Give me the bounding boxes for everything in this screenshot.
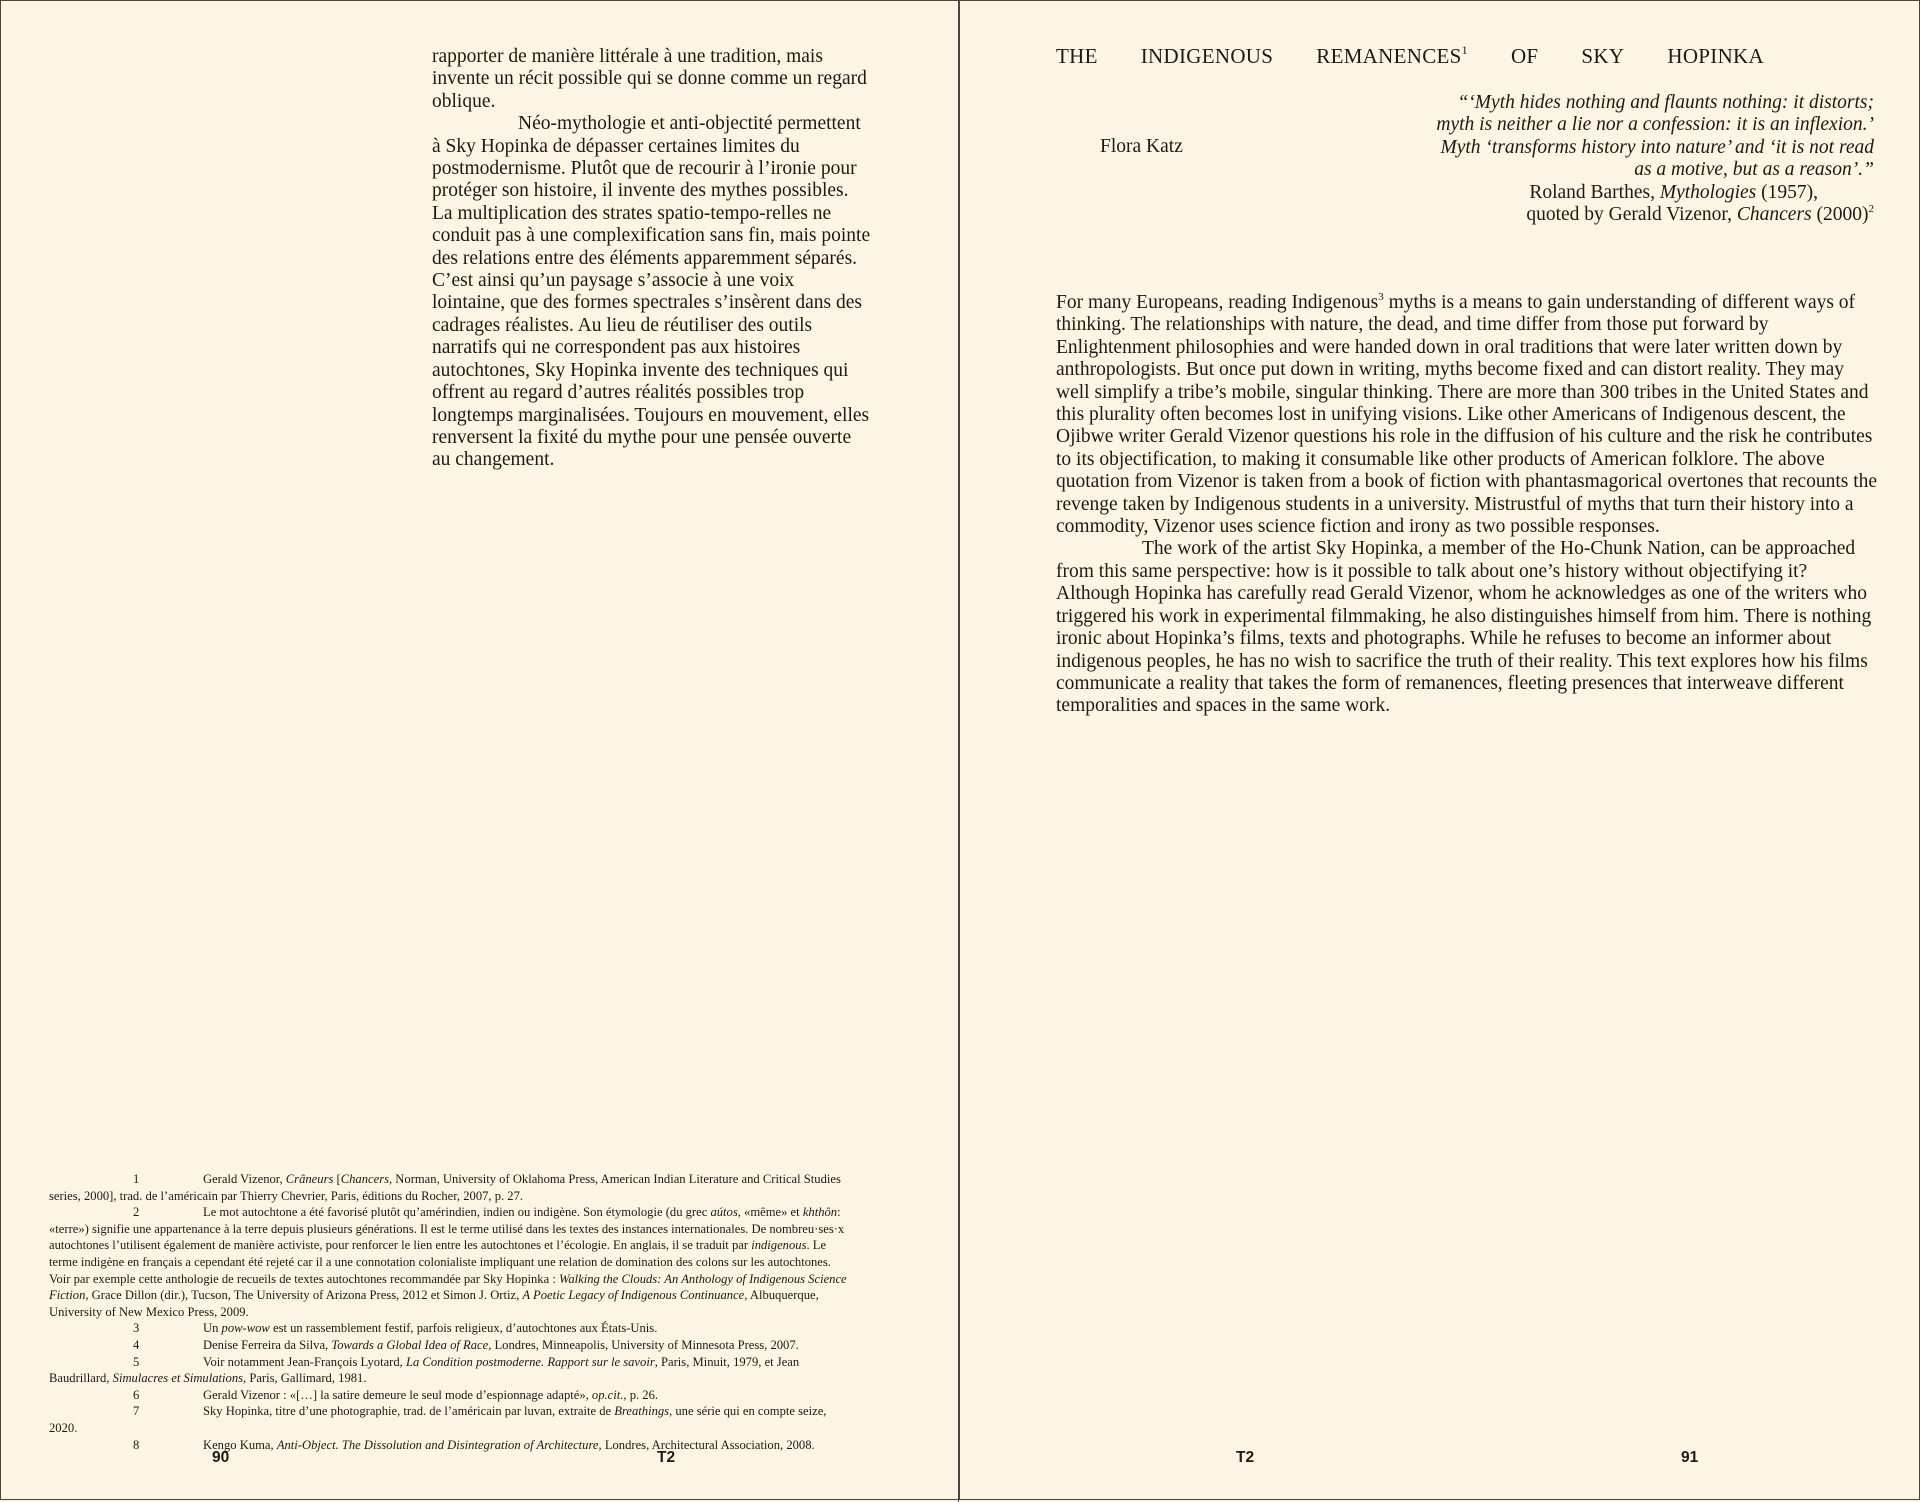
title-word: THE <box>1056 44 1098 68</box>
epigraph-attribution <box>1380 182 1874 204</box>
footnote-italic: Simulacres et Simulations <box>112 1371 244 1386</box>
title-word: OF <box>1510 44 1539 68</box>
footnote-text: , Paris, Gallimard, 1981. <box>243 1371 367 1386</box>
footnote-italic: aútos <box>710 1205 738 1220</box>
footnote-italic: indigenous <box>751 1238 807 1253</box>
article-title <box>1056 44 1764 69</box>
footnote-number: 7 <box>133 1404 140 1419</box>
attribution-title: Mythologies <box>1659 181 1757 203</box>
paragraph-text: myths is a means to gain understanding of different ways of thinking. The relationships with nature, the dead, and time differ from those put forward by Enlightenment philosophies and were handed down in oral traditions that were later written down by anthropologists. But once put down in writing, myths become fixed and can distort reality. They may well simplify a tribe’s mobile, singular thinking. There are more than 300 tribes in the United States and this plurality often becomes lost in unifying visions. Like other Americans of Indigenous descent, the Ojibwe writer Gerald Vizenor questions his role in the diffusion of his culture and the risk he contributes to its objectification, to making it consumable like other products of American folklore. The above quotation from Vizenor is taken from a book of fiction with phantasmagorical overtones that recounts the revenge taken by Indigenous students in a university. Mistrustful of myths that turn their history into a commodity, Vizenor uses science fiction and irony as two possible responses. <box>1056 292 1878 538</box>
footnote-text: , Grace Dillon (dir.), Tucson, The University of Arizona Press, 2012 et Simon J. Ortiz, <box>85 1288 523 1303</box>
epigraph-quote-line: Myth ‘transforms history into nature’ and ‘it is not read <box>1440 136 1874 158</box>
footnote-4 <box>49 1337 854 1354</box>
footnote-number: 8 <box>133 1437 140 1452</box>
footnote-1 <box>49 1171 854 1204</box>
footnote-italic: La Condition postmoderne. Rapport sur le savoir <box>405 1354 655 1369</box>
epigraph <box>1380 92 1874 226</box>
epigraph-attribution <box>1380 204 1874 226</box>
attribution-text: (1957), <box>1756 181 1818 203</box>
footnote-italic: Towards a Global Idea of Race <box>331 1337 489 1352</box>
footnote-italic: Breathings <box>614 1404 670 1419</box>
footnote-6 <box>49 1387 854 1404</box>
page-gutter <box>958 0 959 1502</box>
footnote-2 <box>49 1204 854 1320</box>
footnote-text: Denise Ferreira da Silva, <box>203 1337 332 1352</box>
attribution-text: Roland Barthes, <box>1529 181 1660 203</box>
footnote-italic: Walking the Clouds: An Anthology of Indigenous Science Fiction <box>49 1271 847 1303</box>
attribution-text: quoted by Gerald Vizenor, <box>1526 204 1737 226</box>
folio-section-left: T2 <box>657 1449 676 1466</box>
footnote-number: 4 <box>133 1337 140 1352</box>
footnote-text: Un <box>203 1321 222 1336</box>
footnote-text: est un rassemblement festif, parfois religieux, d’autochtones aux États-Unis. <box>269 1321 658 1336</box>
footnote-text: Gerald Vizenor, <box>203 1172 286 1186</box>
footnote-italic: op.cit. <box>591 1387 624 1402</box>
title-word: INDIGENOUS <box>1140 44 1274 68</box>
left-paragraph-2: Néo-mythologie et anti-objectité permettent à Sky Hopinka de dépasser certaines limites du postmodernisme. Plutôt que de recourir à l’ironie pour protéger son histoire, il invente des mythes possibles. La multiplication des strates spatio-tempo-relles ne conduit pas à une complexification sans fin, mais pointe des relations entre des éléments apparemment séparés. C’est ainsi qu’un paysage s’associe à une voix lointaine, que des formes spectrales s’insèrent dans des cadrages réalistes. Au lieu de réutiliser des outils narratifs qui ne correspondent pas aux histoires autochtones, Sky Hopinka invente des techniques qui offrent au regard d’autres réalités possibles trop longtemps marginalisées. Toujours en mouvement, elles renversent la fixité du mythe pour une pensée ouverte au changement. <box>432 113 871 471</box>
folio-section-right: T2 <box>1236 1449 1255 1466</box>
right-paragraph-1 <box>1056 292 1878 538</box>
footnote-text: , Londres, Minneapolis, University of Minnesota Press, 2007. <box>488 1337 799 1352</box>
attribution-text: (2000) <box>1811 204 1869 226</box>
attribution-title: Chancers <box>1736 204 1812 226</box>
footnote-number: 2 <box>133 1205 140 1220</box>
footnote-text: Kengo Kuma, <box>203 1437 277 1452</box>
footnote-italic: pow-wow <box>221 1321 270 1336</box>
left-body-text <box>432 46 872 472</box>
footnote-text: , «même» et <box>737 1205 803 1220</box>
footnote-text: , Norman, University of Oklahoma Press, American Indian Literature and Critical Studies series, 2000], trad. de l’américain par Thierry Chevrier, Paris, éditions du Rocher, 2007, p. 27. <box>49 1172 841 1203</box>
footnote-text: , Paris, Minuit, 1979, et Jean Baudrillard, <box>49 1354 800 1386</box>
footnote-text: , Albuquerque, University of New Mexico Press, 2009. <box>49 1288 819 1319</box>
footnote-7 <box>49 1403 854 1436</box>
footnote-number: 1 <box>133 1172 140 1186</box>
footnote-italic: Crâneurs <box>285 1172 334 1186</box>
paragraph-text: For many Europeans, reading Indigenous <box>1056 292 1379 313</box>
note-ref: 3 <box>1378 291 1384 303</box>
epigraph-note-ref: 2 <box>1868 203 1874 216</box>
epigraph-quote-line: “‘Myth hides nothing and flaunts nothing: it distorts; <box>1457 92 1874 113</box>
title-word-with-note <box>1316 44 1468 69</box>
folio-page-number-left: 90 <box>212 1449 230 1466</box>
footnote-5 <box>49 1354 854 1387</box>
footnote-italic: Anti-Object. The Dissolution and Disintegration of Architecture <box>276 1437 599 1452</box>
title-word: SKY <box>1581 44 1625 68</box>
footnote-3 <box>49 1320 854 1337</box>
footnote-text: : «terre») signifie une appartenance à la terre depuis plusieurs générations. Il est le terme utilisé dans les textes des instances internationales. De nombreu·ses·x autochtones l’utilisent également de manière activiste, pour renforcer le lien entre les autochtones et l’écologie. En anglais, il se traduit par <box>49 1205 845 1253</box>
footnote-number: 5 <box>133 1354 140 1369</box>
footnote-number: 6 <box>133 1387 140 1402</box>
title-word: REMANENCES <box>1316 44 1462 68</box>
footnotes <box>49 1171 854 1453</box>
footnote-text: [ <box>333 1172 341 1186</box>
footnote-italic: A Poetic Legacy of Indigenous Continuance <box>522 1288 745 1303</box>
footnote-italic: khthôn <box>802 1205 838 1220</box>
footnote-text: Le mot autochtone a été favorisé plutôt qu’amérindien, indien ou indigène. Son étymologie (du grec <box>203 1205 711 1220</box>
footnote-text: Gerald Vizenor : «[…] la satire demeure le seul mode d’espionnage adapté», <box>203 1387 592 1402</box>
right-body-text <box>1056 292 1878 718</box>
title-word: HOPINKA <box>1667 44 1764 68</box>
footnote-text: , p. 26. <box>623 1387 659 1402</box>
footnote-text: Sky Hopinka, titre d’une photographie, trad. de l’américain par luvan, extraite de <box>203 1404 615 1419</box>
footnote-italic: Chancers <box>340 1172 389 1186</box>
author-name: Flora Katz <box>1100 136 1183 157</box>
epigraph-quote-line: as a motive, but as a reason’.” <box>1634 159 1874 181</box>
footnote-8 <box>49 1437 854 1454</box>
folio-page-number-right: 91 <box>1681 1449 1699 1466</box>
footnote-number: 3 <box>133 1321 140 1336</box>
title-note-ref: 1 <box>1461 43 1468 57</box>
left-paragraph-1: rapporter de manière littérale à une tradition, mais invente un récit possible qui se donne comme un regard oblique. <box>432 46 867 112</box>
right-paragraph-2: The work of the artist Sky Hopinka, a member of the Ho-Chunk Nation, can be approached from this same perspective: how is it possible to talk about one’s history without objectifying it? Although Hopinka has carefully read Gerald Vizenor, whom he acknowledges as one of the writers who triggered his work in experimental filmmaking, he also distinguishes himself from him. There is nothing ironic about Hopinka’s films, texts and photographs. While he refuses to become an informer about indigenous peoples, he has no wish to sacrifice the truth of their reality. This text explores how his films communicate a reality that takes the form of remanences, fleeting presences that interweave different temporalities and spaces in the same work. <box>1056 538 1872 717</box>
footnote-text: . Le terme indigène en français a cependant été rejeté car il a une connotation colonialiste impliquant une relation de domination des colons sur les autochtones. Voir par exemple cette anthologie de recueils de textes autochtones recommandée par Sky Hopinka : <box>49 1238 831 1286</box>
footnote-text: , Londres, Architectural Association, 2008. <box>598 1437 815 1452</box>
epigraph-quote-line: myth is neither a lie nor a confession: it is an inflexion.’ <box>1436 114 1874 136</box>
footnote-text: Voir notamment Jean-François Lyotard, <box>203 1354 406 1369</box>
footnote-text: , une série qui en compte seize, 2020. <box>49 1404 827 1435</box>
